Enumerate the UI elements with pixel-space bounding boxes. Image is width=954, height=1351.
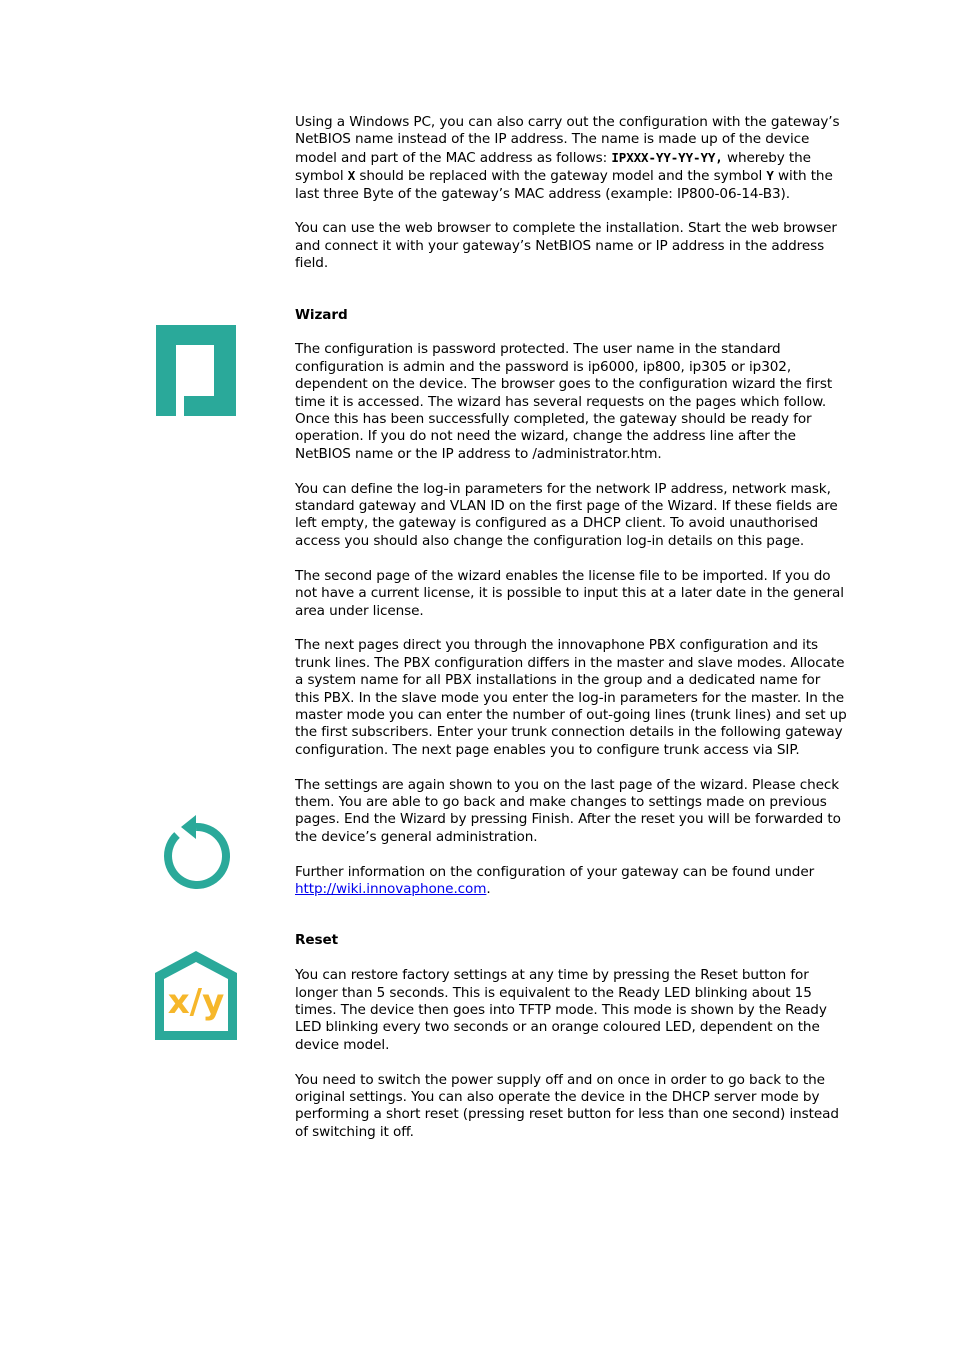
wizard-heading: Wizard xyxy=(295,306,348,323)
wizard-paragraph-3: The second page of the wizard enables the license file to be imported. If you do not have a current license, it is possible to input this at a later date in the general area under license. xyxy=(295,567,844,619)
symbol-y: Y xyxy=(766,168,774,184)
wiki-link[interactable]: http://wiki.innovaphone.com xyxy=(295,880,487,897)
reset-heading: Reset xyxy=(295,932,338,949)
reset-arrow-icon xyxy=(160,814,232,890)
netbios-name-code: IPXXX-YY-YY-YY, xyxy=(611,149,723,165)
house-xy-icon xyxy=(155,951,237,1040)
wizard-paragraph-6: Further information on the configuration of your gateway can be found under http://wiki.innovaphone.com. xyxy=(295,863,815,897)
reset-paragraph-1: You can restore factory settings at any time by pressing the Reset button for longer than 5 seconds. This is equivalent to the Ready LED blinking about 15 times. The device then goes into TFTP mode. This mode is shown by the Ready LED blinking every two seconds or an orange coloured LED, dependent on the device model. xyxy=(295,967,827,1053)
text-column xyxy=(295,114,847,1159)
intro-paragraph-1: Using a Windows PC, you can also carry out the configuration with the gateway’s NetBIOS name instead of the IP address. The name is made up of the device model and part of the MAC address as follows: IPXXX-YY-YY-YY, whereby the symbol X should be replaced with the gateway model and the symbol Y with the last three Byte of the gateway’s MAC address (example: IP800-06-14-B3). xyxy=(295,114,840,202)
wizard-paragraph-2: You can define the log-in parameters for the network IP address, network mask, standard gateway and VLAN ID on the first page of the Wizard. If these fields are left empty, the gateway is configured as a DHCP client. To avoid unauthorised access you should also change the configuration log-in details on this page. xyxy=(295,480,838,549)
wizard-paragraph-4: The next pages direct you through the innovaphone PBX configuration and its trunk lines. The PBX configuration differs in the master and slave modes. Allocate a system name for all PBX installations in the group and a dedicated name for this PBX. In the slave mode you enter the log-in parameters for the master. In the master mode you can enter the number of out-going lines (trunk lines) and set up the first subscribers. Enter your trunk connection details in the following gateway configuration. The next page enables you to configure trunk access via SIP. xyxy=(295,637,847,758)
wizard-frame-icon xyxy=(156,325,236,416)
wizard-paragraph-1: The configuration is password protected. The user name in the standard configuration is admin and the password is ip6000, ip800, ip305 or ip302, dependent on the device. The browser goes to the configuration wizard the first time it is accessed. The wizard has several requests on the pages which follow. Once this has been successfully completed, the gateway should be ready for operation. If you do not need the wizard, change the address line after the NetBIOS name or the IP address to /administrator.htm. xyxy=(295,341,833,462)
house-xy-label: x/y xyxy=(167,982,225,1022)
intro-paragraph-2: You can use the web browser to complete the installation. Start the web browser and connect it with your gateway’s NetBIOS name or IP address in the address field. xyxy=(295,220,837,272)
reset-paragraph-2: You need to switch the power supply off and on once in order to go back to the original settings. You can also operate the device in the DHCP server mode by performing a short reset (pressing reset button for less than one second) instead of switching it off. xyxy=(295,1071,839,1140)
symbol-x: X xyxy=(347,168,356,184)
wizard-paragraph-5: The settings are again shown to you on the last page of the wizard. Please check them. You are able to go back and make changes to settings made on previous pages. End the Wizard by pressing Finish. After the reset you will be forwarded to the device’s general administration. xyxy=(295,776,841,845)
